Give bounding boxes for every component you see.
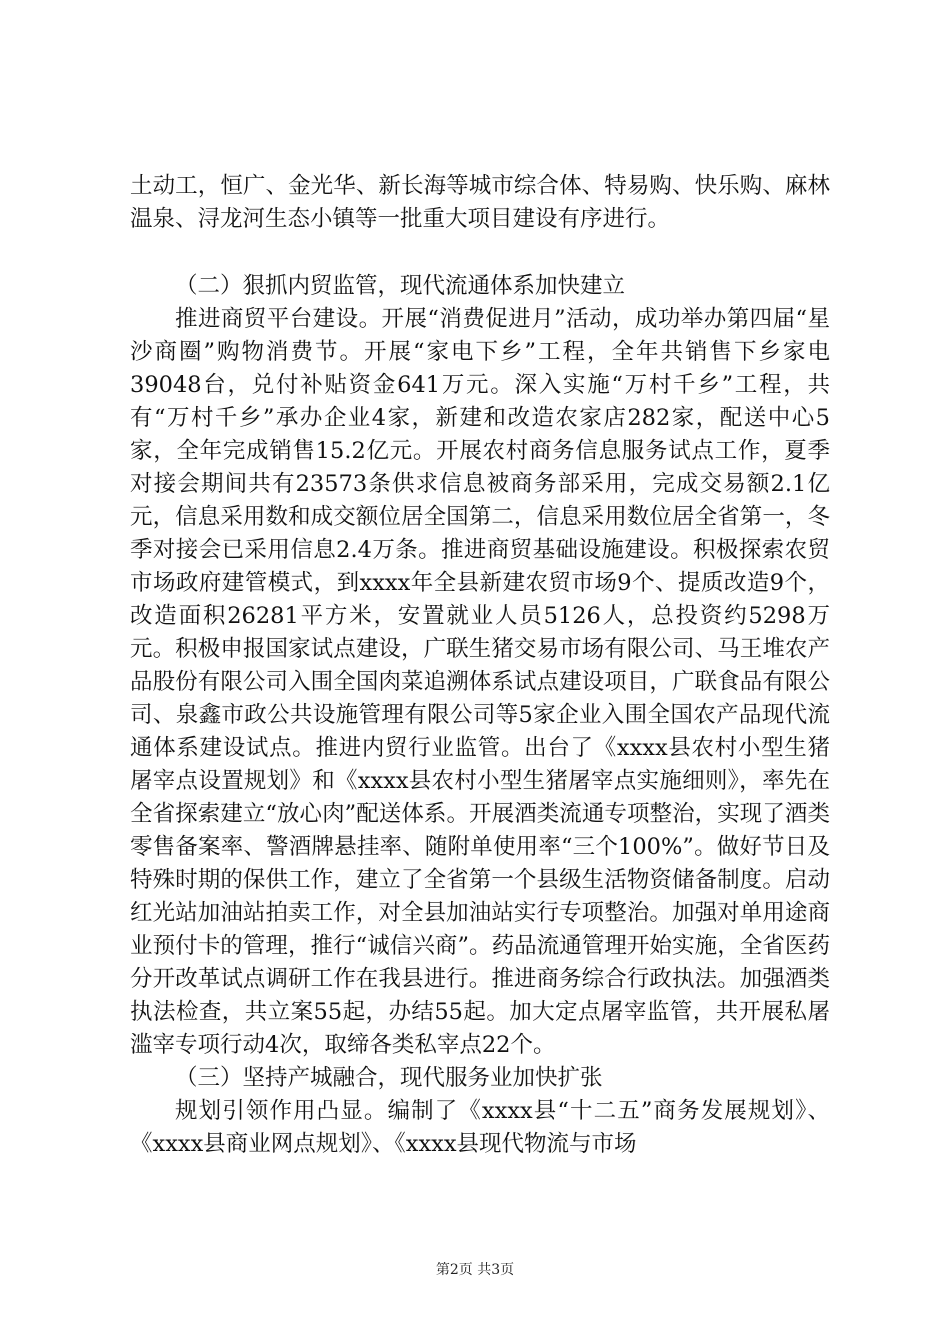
paragraph-planning: 规划引领作用凸显。编制了《xxxx县“十二五”商务发展规划》、《xxxx县商业网点规划》、《xxxx县现代物流与市场 [130, 1098, 830, 1157]
page-number-label: 第2页 共3页 [435, 1262, 515, 1278]
section-heading-3: （三）坚持产城融合，现代服务业加快扩张 [175, 1065, 603, 1091]
page-footer [0, 1259, 950, 1279]
paragraph-continuation: 土动工，恒广、金光华、新长海等城市综合体、特易购、快乐购、麻林温泉、浔龙河生态小镇等一批重大项目建设有序进行。 [130, 173, 830, 232]
paragraph-trade-supervision: 推进商贸平台建设。开展“消费促进月”活动，成功举办第四届“星沙商圈”购物消费节。开展“家电下乡”工程，全年共销售下乡家电39048台，兑付补贴资金641万元。深入实施“万村千乡”工程，共有“万村千乡”承办企业4家，新建和改造农家店282家，配送中心5家，全年完成销售15.2亿元。开展农村商务信息服务试点工作，夏季对接会期间共有23573条供求信息被商务部采用，完成交易额2.1亿元，信息采用数和成交额位居全国第二，信息采用数位居全省第一，冬季对接会已采用信息2.4万条。推进商贸基础设施建设。积极探索农贸市场政府建管模式，到xxxx年全县新建农贸市场9个、提质改造9个，改造面积26281平方米，安置就业人员5126人，总投资约5298万元。积极申报国家试点建设，广联生猪交易市场有限公司、马王堆农产品股份有限公司入围全国肉菜追溯体系试点建设项目，广联食品有限公司、泉鑫市政公共设施管理有限公司等5家企业入围全国农产品现代流通体系建设试点。推进内贸行业监管。出台了《xxxx县农村小型生猪屠宰点设置规划》和《xxxx县农村小型生猪屠宰点实施细则》，率先在全省探索建立“放心肉”配送体系。开展酒类流通专项整治，实现了酒类零售备案率、警酒牌悬挂率、随附单使用率“三个100%”。做好节日及特殊时期的保供工作，建立了全省第一个县级生活物资储备制度。启动红光站加油站拍卖工作，对全县加油站实行专项整治。加强对单用途商业预付卡的管理，推行“诚信兴商”。药品流通管理开始实施，全省医药分开改革试点调研工作在我县进行。推进商务综合行政执法。加强酒类执法检查，共立案55起，办结55起。加大定点屠宰监管，共开展私屠滥宰专项行动4次，取缔各类私宰点22个。 [130, 306, 830, 1058]
section-heading-2: （二）狠抓内贸监管，现代流通体系加快建立 [175, 273, 626, 299]
document-body [130, 170, 830, 1161]
